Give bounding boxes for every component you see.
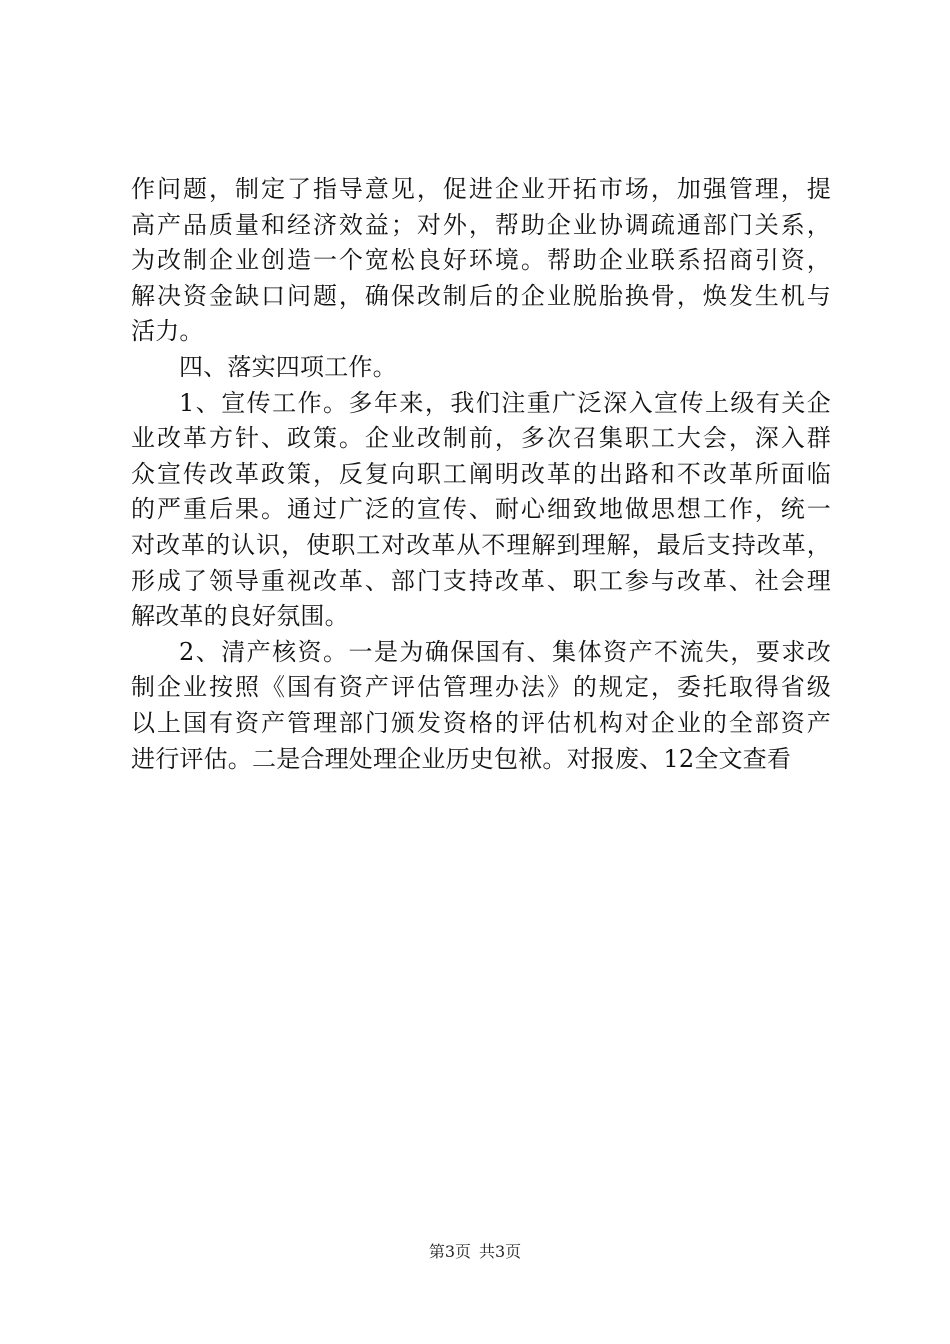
text-line: 解改革的良好氛围。: [131, 602, 349, 631]
text-line: 2、清产核资。一是为确保国有、集体资产不流失，要求改: [179, 637, 831, 666]
text-line: 众宣传改革政策，反复向职工阐明改革的出路和不改革所面临: [131, 459, 831, 488]
document-body: [131, 172, 831, 777]
section-heading: 四、落实四项工作。: [179, 352, 397, 381]
text-line: 制企业按照《国有资产评估管理办法》的规定，委托取得省级: [131, 673, 831, 702]
text-line: 1、宣传工作。多年来，我们注重广泛深入宣传上级有关企: [179, 388, 831, 417]
text-line: 解决资金缺口问题，确保改制后的企业脱胎换骨，焕发生机与: [131, 281, 831, 310]
text-line: 作问题，制定了指导意见，促进企业开拓市场，加强管理，提: [131, 175, 831, 203]
page-footer: [0, 1242, 950, 1262]
text-line: 的严重后果。通过广泛的宣传、耐心细致地做思想工作，统一: [131, 495, 831, 524]
text-line: 高产品质量和经济效益；对外，帮助企业协调疏通部门关系，: [131, 210, 831, 239]
page-total: 共3页: [479, 1242, 522, 1261]
text-line: 以上国有资产管理部门颁发资格的评估机构对企业的全部资产: [131, 708, 831, 737]
text-line: 活力。: [131, 317, 204, 346]
text-line: 业改革方针、政策。企业改制前，多次召集职工大会，深入群: [131, 424, 831, 453]
text-line: 进行评估。二是合理处理企业历史包袱。对报废、12全文查看: [131, 744, 792, 773]
text-line: 为改制企业创造一个宽松良好环境。帮助企业联系招商引资，: [131, 246, 831, 275]
text-line: 对改革的认识，使职工对改革从不理解到理解，最后支持改革，: [131, 530, 831, 559]
page-number: 第3页: [428, 1242, 471, 1261]
text-line: 形成了领导重视改革、部门支持改革、职工参与改革、社会理: [131, 566, 831, 595]
